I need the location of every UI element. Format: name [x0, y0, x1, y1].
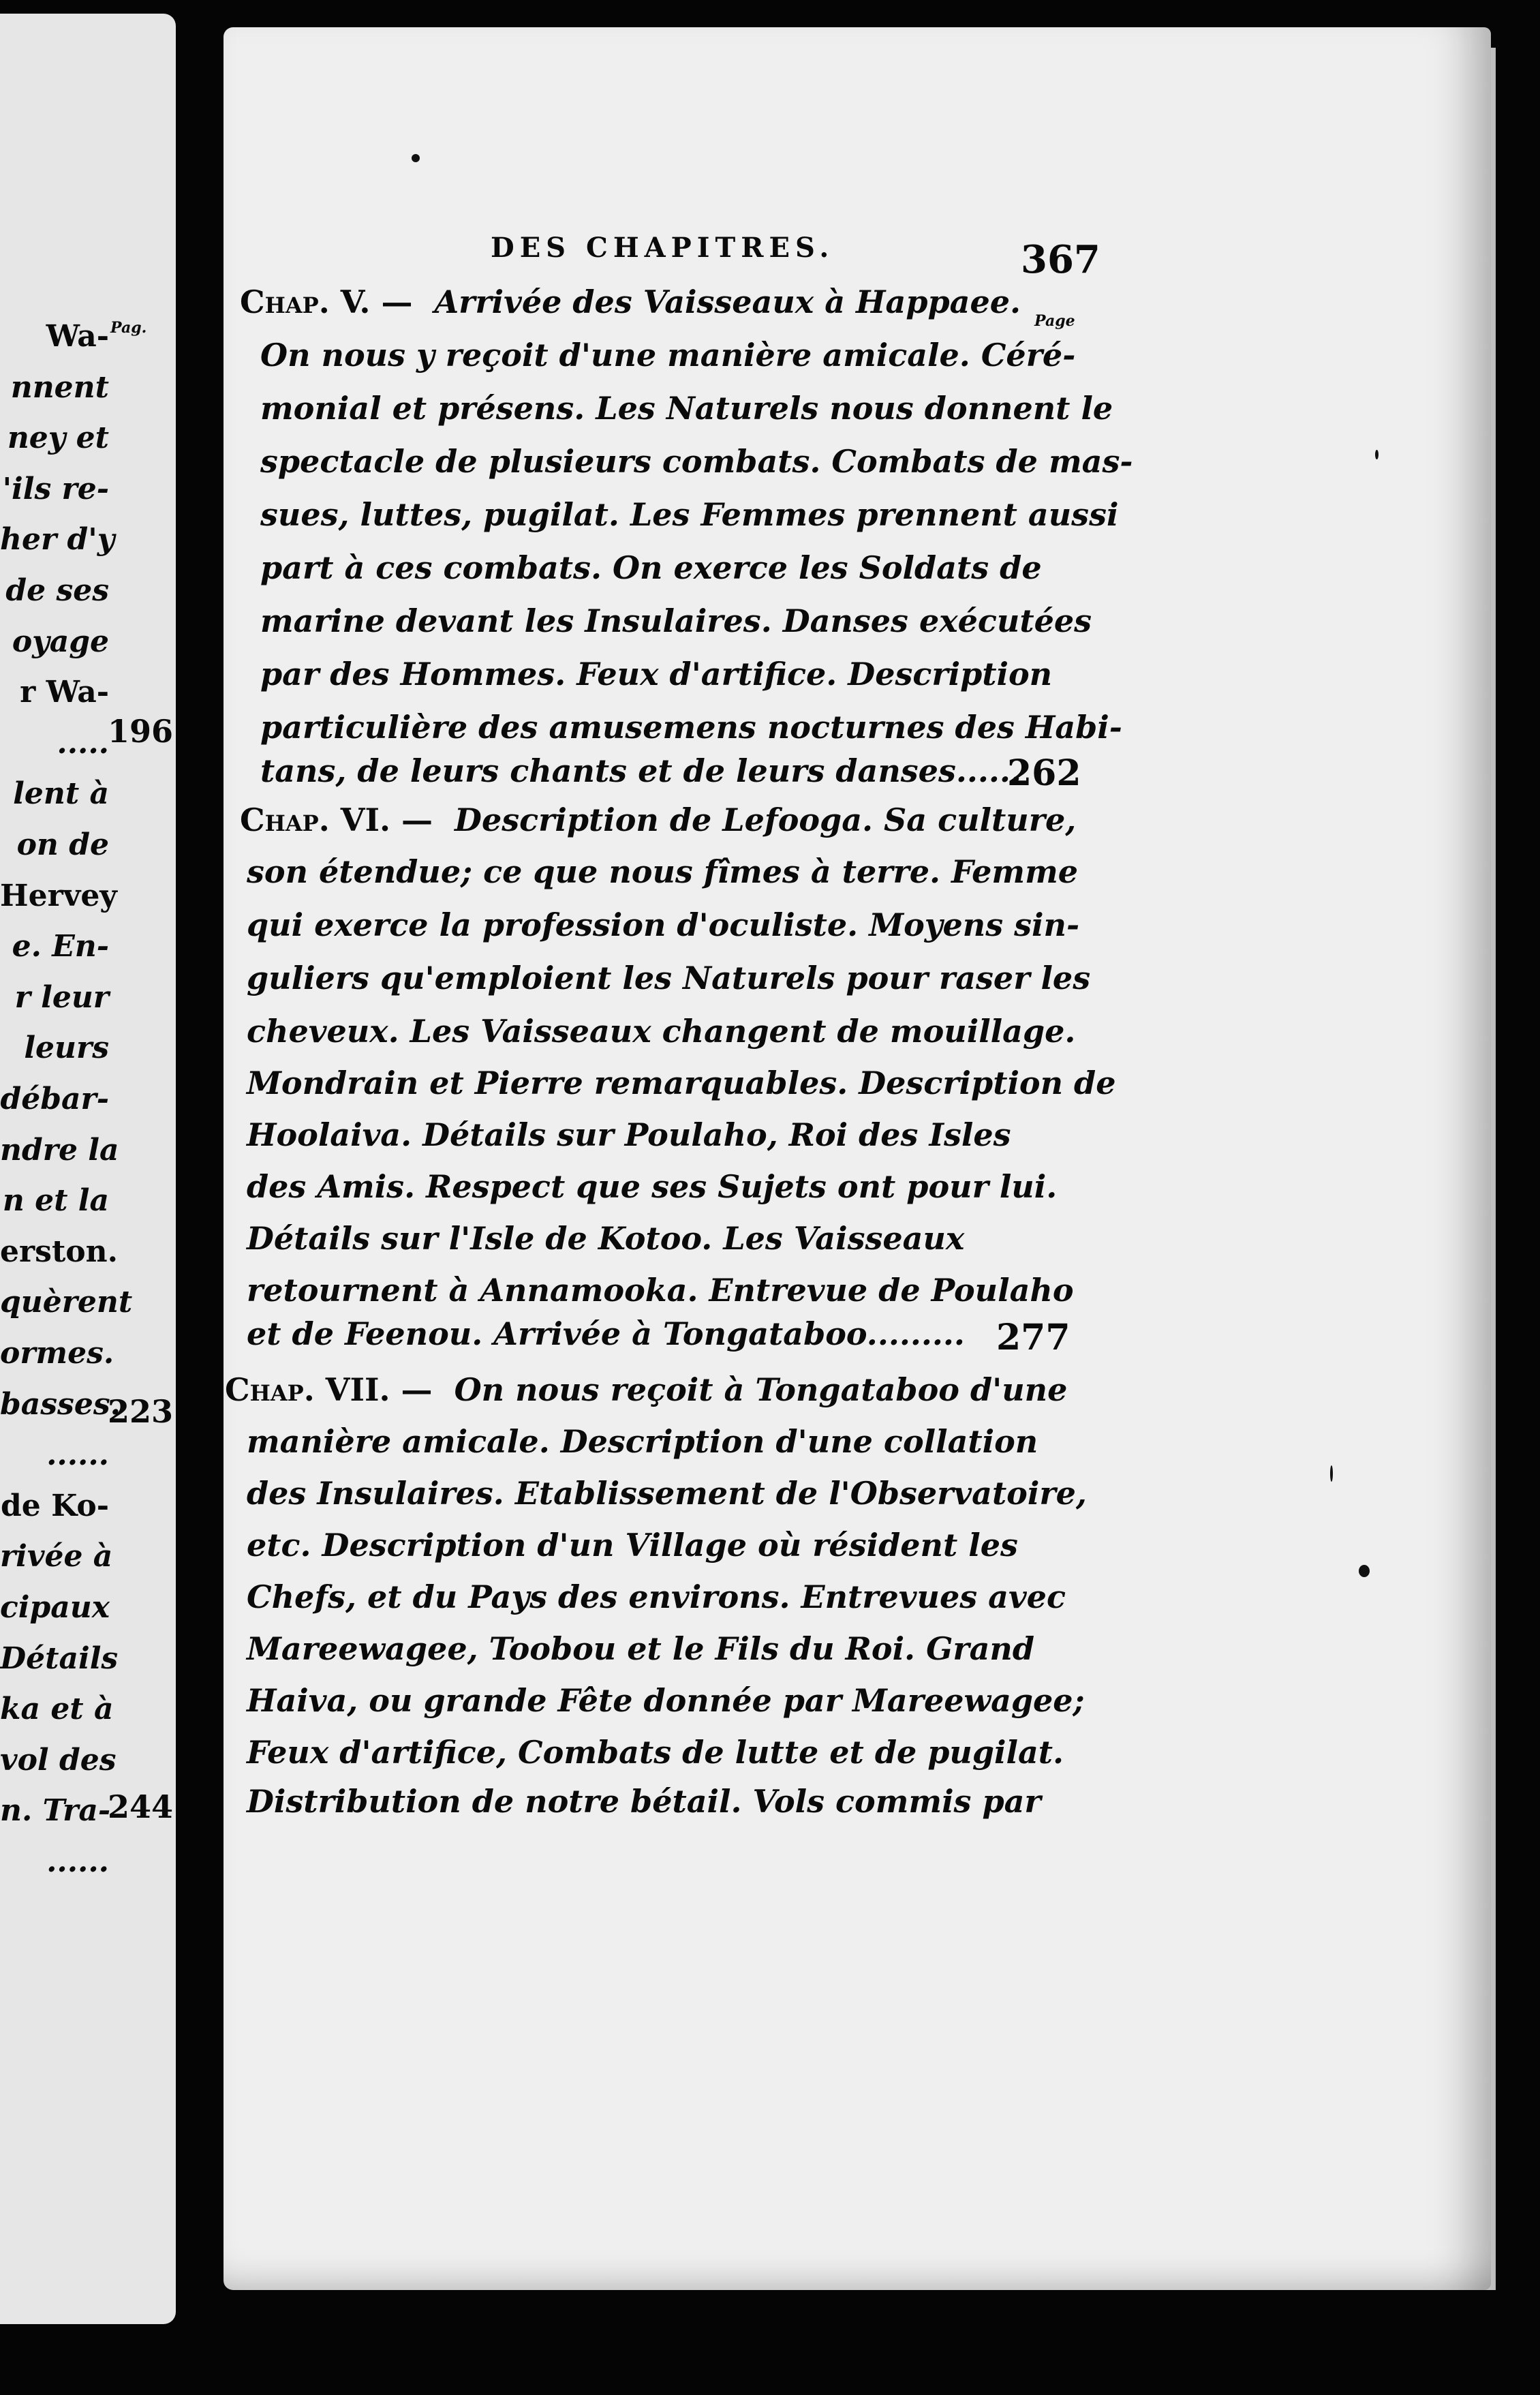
left-line-fragment: débar- [0, 1082, 109, 1116]
chapter-line: Détails sur l'Isle de Kotoo. Les Vaisseaux [247, 1220, 965, 1257]
chapter-line: qui exerce la profession d'oculiste. Moyens sin- [247, 906, 1080, 943]
left-line-fragment: e. En- [12, 929, 109, 964]
ink-speck [1359, 1565, 1370, 1577]
left-line-fragment: basses. [0, 1386, 121, 1422]
left-page-number: 223 [108, 1393, 174, 1430]
left-line-fragment: leurs [24, 1031, 109, 1066]
chapter-line: On nous reçoit à Tongataboo d'une [454, 1371, 1068, 1408]
chapter-label: Chap. V. — [240, 284, 413, 320]
left-line-fragment: quèrent [0, 1285, 133, 1320]
chapter-line: cheveux. Les Vaisseaux changent de mouillage. [247, 1013, 1076, 1050]
chapter-line: Distribution de notre bétail. Vols commis par [247, 1783, 1041, 1820]
chapter-line: son étendue; ce que nous fîmes à terre. Femme [247, 853, 1079, 890]
chapter-line: sues, luttes, pugilat. Les Femmes prennent aussi [260, 496, 1119, 533]
left-line-fragment: Wa- [46, 319, 109, 354]
chapter-line: Feux d'artifice, Combats de lutte et de pugilat. [247, 1734, 1064, 1771]
chapter-line: manière amicale. Description d'une collation [247, 1423, 1038, 1460]
chapter-page-number: 262 [1007, 752, 1081, 794]
left-line-fragment: her d'y [0, 522, 115, 558]
page-column-label: Page [1034, 312, 1075, 330]
chapter-line: On nous y reçoit d'une manière amicale. Céré- [260, 337, 1076, 373]
chapter-line: marine devant les Insulaires. Danses exécutées [260, 602, 1092, 639]
left-line-fragment: de Ko- [1, 1488, 109, 1523]
ink-speck [412, 154, 420, 162]
chapter-line: etc. Description d'un Village où résident les [247, 1527, 1018, 1563]
left-line-fragment: oyage [12, 624, 109, 659]
chapter-line: Haiva, ou grande Fête donnée par Mareewagee; [247, 1682, 1085, 1719]
left-line-fragment: lent à [13, 776, 109, 812]
ink-speck [1330, 1465, 1333, 1482]
chapter-line: retournent à Annamooka. Entrevue de Poulaho [247, 1272, 1074, 1309]
left-line-fragment: vol des [0, 1742, 117, 1778]
chapter-line: Chefs, et du Pays des environs. Entrevues avec [247, 1578, 1066, 1615]
left-page-number: 196 [108, 713, 174, 750]
left-line-fragment: nnent [10, 369, 109, 405]
chapter-line: tans, de leurs chants et de leurs danses...... [260, 752, 1021, 789]
left-page-number: 244 [108, 1788, 174, 1825]
left-line-fragment: ...... [46, 1437, 109, 1473]
left-line-fragment: r leur [14, 979, 109, 1015]
left-line-fragment: ormes. [0, 1336, 114, 1371]
chapter-line: des Insulaires. Etablissement de l'Observatoire, [247, 1475, 1087, 1512]
left-line-fragment: ..... [57, 725, 109, 761]
chapter-line: par des Hommes. Feux d'artifice. Description [260, 656, 1053, 692]
chapter-line: Arrivée des Vaisseaux à Happaee. [434, 284, 1021, 320]
left-line-fragment: ndre la [0, 1132, 119, 1168]
chapter-line: des Amis. Respect que ses Sujets ont pour lui. [247, 1168, 1058, 1205]
chapter-label: Chap. VII. — [225, 1371, 433, 1408]
left-line-fragment: erston. [0, 1234, 118, 1269]
chapter-line: Hoolaiva. Détails sur Poulaho, Roi des Isles [247, 1116, 1011, 1153]
chapter-page-number: 277 [996, 1317, 1071, 1358]
left-line-fragment: ney et [7, 421, 109, 456]
running-header: DES CHAPITRES. [491, 232, 835, 264]
left-line-fragment: n. Tra- [0, 1793, 111, 1829]
page-number: 367 [1021, 237, 1100, 282]
chapter-line: monial et présens. Les Naturels nous donnent le [260, 390, 1113, 427]
chapter-line: Mondrain et Pierre remarquables. Description de [247, 1065, 1116, 1101]
chapter-line: Mareewagee, Toobou et le Fils du Roi. Grand [247, 1630, 1035, 1667]
chapter-line: particulière des amusemens nocturnes des Habi- [260, 709, 1122, 746]
left-line-fragment: r Wa- [20, 675, 109, 710]
left-page-fragment [0, 14, 176, 2324]
left-line-fragment: rivée à [0, 1539, 113, 1574]
left-line-fragment: cipaux [0, 1590, 110, 1625]
left-line-fragment: ...... [46, 1844, 109, 1879]
left-page-label: Pag. [110, 319, 147, 337]
left-line-fragment: Détails [0, 1641, 119, 1676]
chapter-line: guliers qu'emploient les Naturels pour raser les [247, 960, 1091, 996]
left-line-fragment: ka et à [0, 1692, 114, 1727]
chapter-label: Chap. VI. — [240, 802, 433, 838]
left-line-fragment: n et la [2, 1183, 109, 1219]
left-line-fragment: de ses [5, 573, 109, 608]
chapter-line: Description de Lefooga. Sa culture, [455, 802, 1077, 838]
chapter-line: spectacle de plusieurs combats. Combats de mas- [260, 443, 1133, 480]
left-line-fragment: Hervey [0, 878, 117, 913]
chapter-line: et de Feenou. Arrivée à Tongataboo......... [247, 1315, 965, 1352]
left-line-fragment: 'ils re- [2, 471, 109, 506]
left-line-fragment: on de [16, 827, 109, 862]
ink-speck [1375, 450, 1379, 459]
chapter-line: part à ces combats. On exerce les Soldats de [260, 549, 1042, 586]
